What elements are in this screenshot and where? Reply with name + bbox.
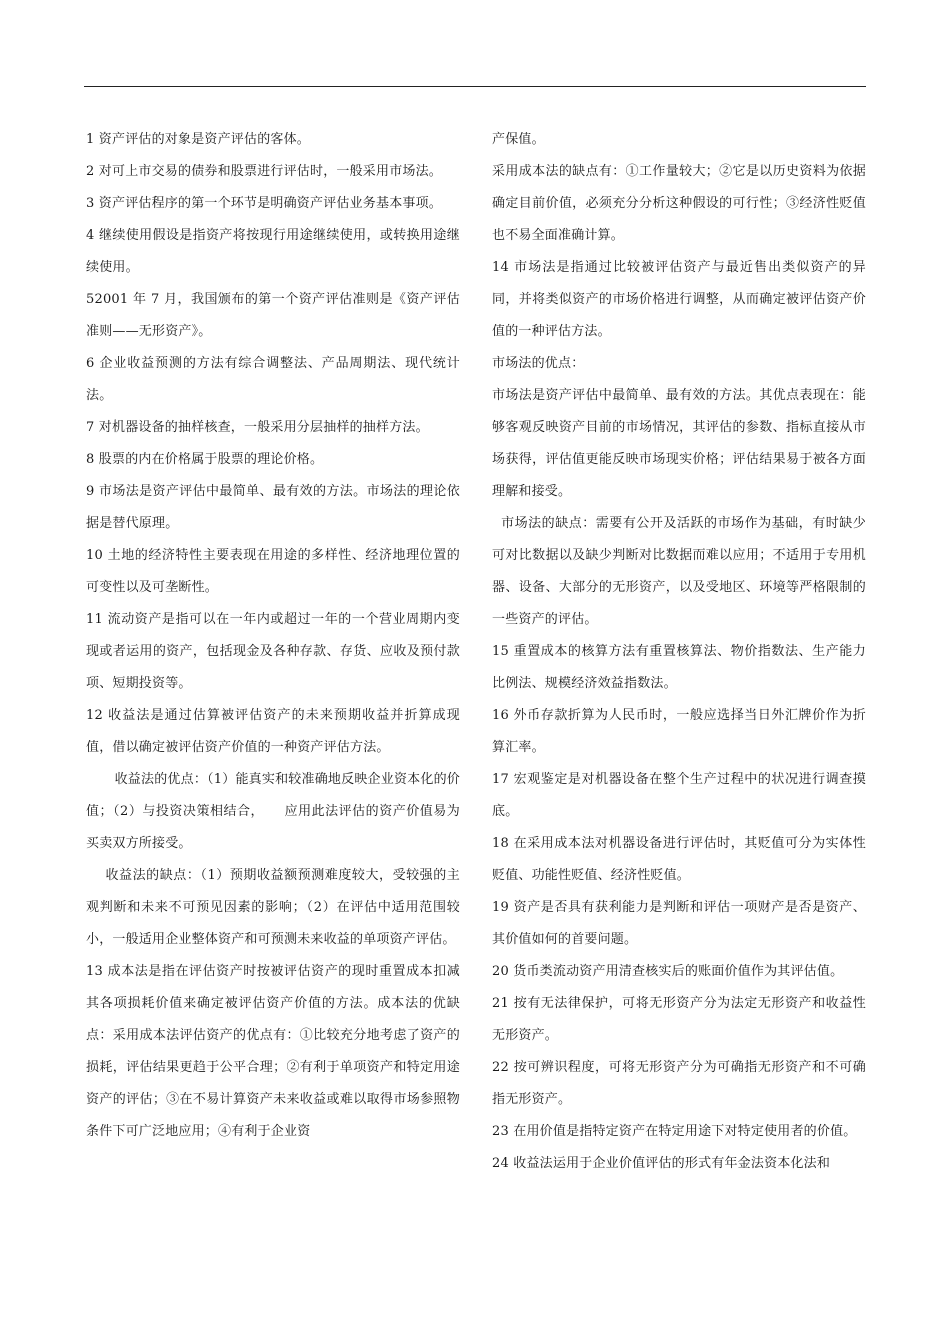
item-2: 2 对可上市交易的债券和股票进行评估时，一般采用市场法。	[86, 164, 443, 179]
market-method-advantages-heading: 市场法的优点：	[492, 356, 585, 371]
market-method-disadvantages: 市场法的缺点：需要有公开及活跃的市场作为基础，有时缺少可对比数据以及缺少判断对比数据而难以应用；不适用于专用机器、设备、大部分的无形资产，以及受地区、环境等严格限制的一些资产的评估。	[492, 516, 866, 627]
item-7: 7 对机器设备的抽样核查，一般采用分层抽样的抽样方法。	[86, 420, 429, 435]
cost-method-disadvantages: 采用成本法的缺点有：①工作量较大；②它是以历史资料为依据确定目前价值，必须充分分析这种假设的可行性；③经济性贬值也不易全面准确计算。	[492, 164, 866, 243]
item-4: 4 继续使用假设是指资产将按现行用途继续使用，或转换用途继续使用。	[86, 228, 460, 275]
left-column	[86, 124, 460, 1148]
header-rule	[84, 86, 866, 87]
right-column	[492, 124, 866, 1180]
item-22: 22 按可辨识程度，可将无形资产分为可确指无形资产和不可确指无形资产。	[492, 1060, 866, 1107]
item-10: 10 土地的经济特性主要表现在用途的多样性、经济地理位置的可变性以及可垄断性。	[86, 548, 460, 595]
item-18: 18 在采用成本法对机器设备进行评估时，其贬值可分为实体性贬值、功能性贬值、经济性贬值。	[492, 836, 866, 883]
item-23: 23 在用价值是指特定资产在特定用途下对特定使用者的价值。	[492, 1124, 857, 1139]
item-20: 20 货币类流动资产用清查核实后的账面价值作为其评估值。	[492, 964, 844, 979]
item-6: 6 企业收益预测的方法有综合调整法、产品周期法、现代统计法。	[86, 356, 460, 403]
income-method-advantages: 收益法的优点：（1）能真实和较准确地反映企业资本化的价值；（2）与投资决策相结合， 应用此法评估的资产价值易为买卖双方所接受。	[86, 772, 460, 851]
market-method-advantages: 市场法是资产评估中最简单、最有效的方法。其优点表现在：能够客观反映资产目前的市场情况，其评估的参数、指标直接从市场获得，评估值更能反映市场现实价格；评估结果易于被各方面理解和接受。	[492, 388, 866, 499]
item-3: 3 资产评估程序的第一个环节是明确资产评估业务基本事项。	[86, 196, 443, 211]
income-method-disadvantages: 收益法的缺点：（1）预期收益额预测难度较大，受较强的主观判断和未来不可预见因素的影响；（2）在评估中适用范围较小，一般适用企业整体资产和可预测未来收益的单项资产评估。	[86, 868, 460, 947]
item-15: 15 重置成本的核算方法有重置核算法、物价指数法、生产能力比例法、规模经济效益指数法。	[492, 644, 866, 691]
item-1: 1 资产评估的对象是资产评估的客体。	[86, 132, 311, 147]
item-16: 16 外币存款折算为人民币时，一般应选择当日外汇牌价作为折算汇率。	[492, 708, 866, 755]
item-24: 24 收益法运用于企业价值评估的形式有年金法资本化法和	[492, 1156, 831, 1171]
item-9: 9 市场法是资产评估中最简单、最有效的方法。市场法的理论依据是替代原理。	[86, 484, 460, 531]
item-17: 17 宏观鉴定是对机器设备在整个生产过程中的状况进行调查摸底。	[492, 772, 866, 819]
item-14: 14 市场法是指通过比较被评估资产与最近售出类似资产的异同，并将类似资产的市场价格进行调整，从而确定被评估资产价值的一种评估方法。	[492, 260, 866, 339]
item-13: 13 成本法是指在评估资产时按被评估资产的现时重置成本扣减其各项损耗价值来确定被评估资产价值的方法。成本法的优缺点：采用成本法评估资产的优点有：①比较充分地考虑了资产的损耗，评估结果更趋于公平合理；②有利于单项资产和特定用途资产的评估；③在不易计算资产未来收益或难以取得市场参照物条件下可广泛地应用；④有利于企业资	[86, 964, 460, 1139]
item-8: 8 股票的内在价格属于股票的理论价格。	[86, 452, 324, 467]
item-21: 21 按有无法律保护，可将无形资产分为法定无形资产和收益性无形资产。	[492, 996, 866, 1043]
item-12: 12 收益法是通过估算被评估资产的未来预期收益并折算成现值，借以确定被评估资产价值的一种资产评估方法。	[86, 708, 460, 755]
item-5: 52001 年 7 月，我国颁布的第一个资产评估准则是《资产评估准则——无形资产》。	[86, 292, 460, 339]
item-19: 19 资产是否具有获利能力是判断和评估一项财产是否是资产、其价值如何的首要问题。	[492, 900, 866, 947]
item-11: 11 流动资产是指可以在一年内或超过一年的一个营业周期内变现或者运用的资产，包括现金及各种存款、存货、应收及预付款项、短期投资等。	[86, 612, 460, 691]
item-13-continued: 产保值。	[492, 132, 545, 147]
